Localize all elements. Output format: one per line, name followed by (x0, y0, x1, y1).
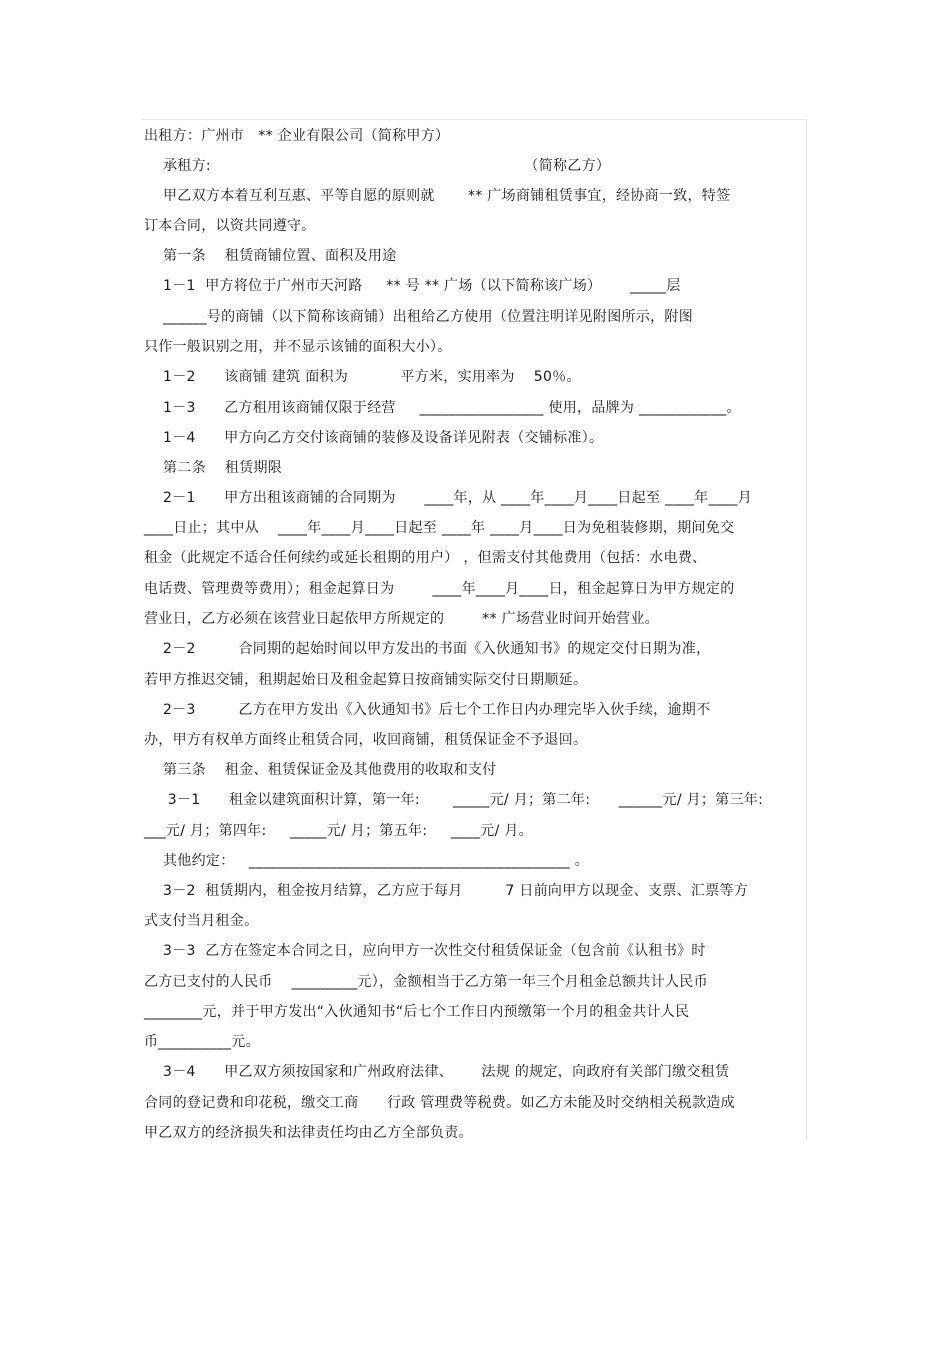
clause-3-3-line-3: ________元，并于甲方发出“入伙通知书“后七个工作日内预缴第一个月的租金共计人民 (144, 1004, 690, 1020)
clause-3-3-line-2: 乙方已支付的人民币 _________元），金额相当于乙方第一年三个月租金总额共计人民币 (144, 974, 708, 990)
clause-3-2-line-1: 3－2 租赁期内，租金按月结算，乙方应于每月 7 日前向甲方以现金、支票、汇票等方 (144, 883, 749, 899)
clause-3-4-line-1: 3－4 甲乙双方须按国家和广州政府法律、 法规 的规定，向政府有关部门缴交租赁 (144, 1064, 730, 1080)
clause-3-3-line-4: 币__________元。 (144, 1034, 260, 1050)
clause-1-3: 1－3 乙方租用该商铺仅限于经营 _________________ 使用，品牌为 ____________。 (144, 400, 741, 416)
clause-2-1-line-3: 租金（此规定不适合任何续约或延长租期的用户） ，但需支付其他费用（包括：水电费、 (144, 550, 707, 566)
clause-2-3-line-2: 办，甲方有权单方面终止租赁合同，收回商铺，租赁保证金不予退回。 (144, 732, 588, 748)
article-1-heading: 第一条 租赁商铺位置、面积及用途 (144, 248, 397, 264)
preamble-line-1: 甲乙双方本着互利互惠、平等自愿的原则就 ** 广场商铺租赁事宜，经协商一致，特签 (144, 188, 731, 204)
clause-2-3-line-1: 2－3 乙方在甲方发出《入伙通知书》后七个工作日内办理完毕入伙手续，逾期不 (144, 702, 711, 718)
article-2-heading: 第二条 租赁期限 (144, 460, 283, 476)
clause-1-1-line-1: 1－1 甲方将位于广州市天河路 ** 号 ** 广场（以下简称该广场） _____层 (144, 278, 681, 294)
clause-2-1-line-2: ____日止；其中从 ____年____月____日起至 ____年 ____月____日为免租装修期，期间免交 (144, 520, 735, 536)
lessor-line: 出租方：广州市 ** 企业有限公司（简称甲方） (144, 128, 450, 144)
lessee-line: 承租方: （简称乙方） (144, 158, 611, 174)
clause-2-1-line-4: 电话费、管理费等费用）；租金起算日为 ____年____月____日，租金起算日为甲方规定的 (144, 581, 735, 597)
article-3-heading: 第三条 租金、租赁保证金及其他费用的收取和支付 (144, 762, 497, 778)
clause-2-2-line-2: 若甲方推迟交铺，租期起始日及租金起算日按商铺实际交付日期顺延。 (144, 672, 588, 688)
clause-2-1-line-1: 2－1 甲方出租该商铺的合同期为 ____年，从 ____年____月____日起至 ____年____月 (144, 490, 753, 506)
clause-3-4-line-3: 甲乙双方的经济损失和法律责任均由乙方全部负责。 (144, 1125, 473, 1141)
clause-3-3-line-1: 3－3 乙方在签定本合同之日，应向甲方一次性交付租赁保证金（包含前《认租书》时 (144, 943, 706, 959)
clause-1-4: 1－4 甲方向乙方交付该商铺的装修及设备详见附表（交铺标准）。 (144, 430, 604, 446)
clause-3-1-line-1: 3－1 租金以建筑面积计算，第一年: _____元/ 月；第二年: ______元/ 月；第三年: (144, 792, 764, 808)
clause-1-2: 1－2 该商铺 建筑 面积为 平方米，实用率为 50％。 (144, 369, 581, 385)
clause-2-2-line-1: 2－2 合同期的起始时间以甲方发出的书面《入伙通知书》的规定交付日期为准， (144, 641, 711, 657)
clause-3-4-line-2: 合同的登记费和印花税，缴交工商 行政 管理费等税费。如乙方未能及时交纳相关税款造成 (144, 1095, 735, 1111)
clause-2-1-line-5: 营业日，乙方必须在该营业日起依甲方所规定的 ** 广场营业时间开始营业。 (144, 611, 659, 627)
clause-3-1-line-2: ___元/ 月；第四年: _____元/ 月；第五年: ____元/ 月。 (144, 823, 533, 839)
preamble-line-2: 订本合同，以资共同遵守。 (144, 218, 316, 234)
clause-3-2-line-2: 式支付当月租金。 (144, 913, 259, 929)
clause-1-1-line-2: ______号的商铺（以下简称该商铺）出租给乙方使用（位置注明详见附图所示，附图 (144, 309, 693, 325)
clause-1-1-line-3: 只作一般识别之用，并不显示该铺的面积大小）。 (144, 339, 452, 355)
other-terms-line: 其他约定： ____________________________________________ 。 (144, 853, 590, 869)
